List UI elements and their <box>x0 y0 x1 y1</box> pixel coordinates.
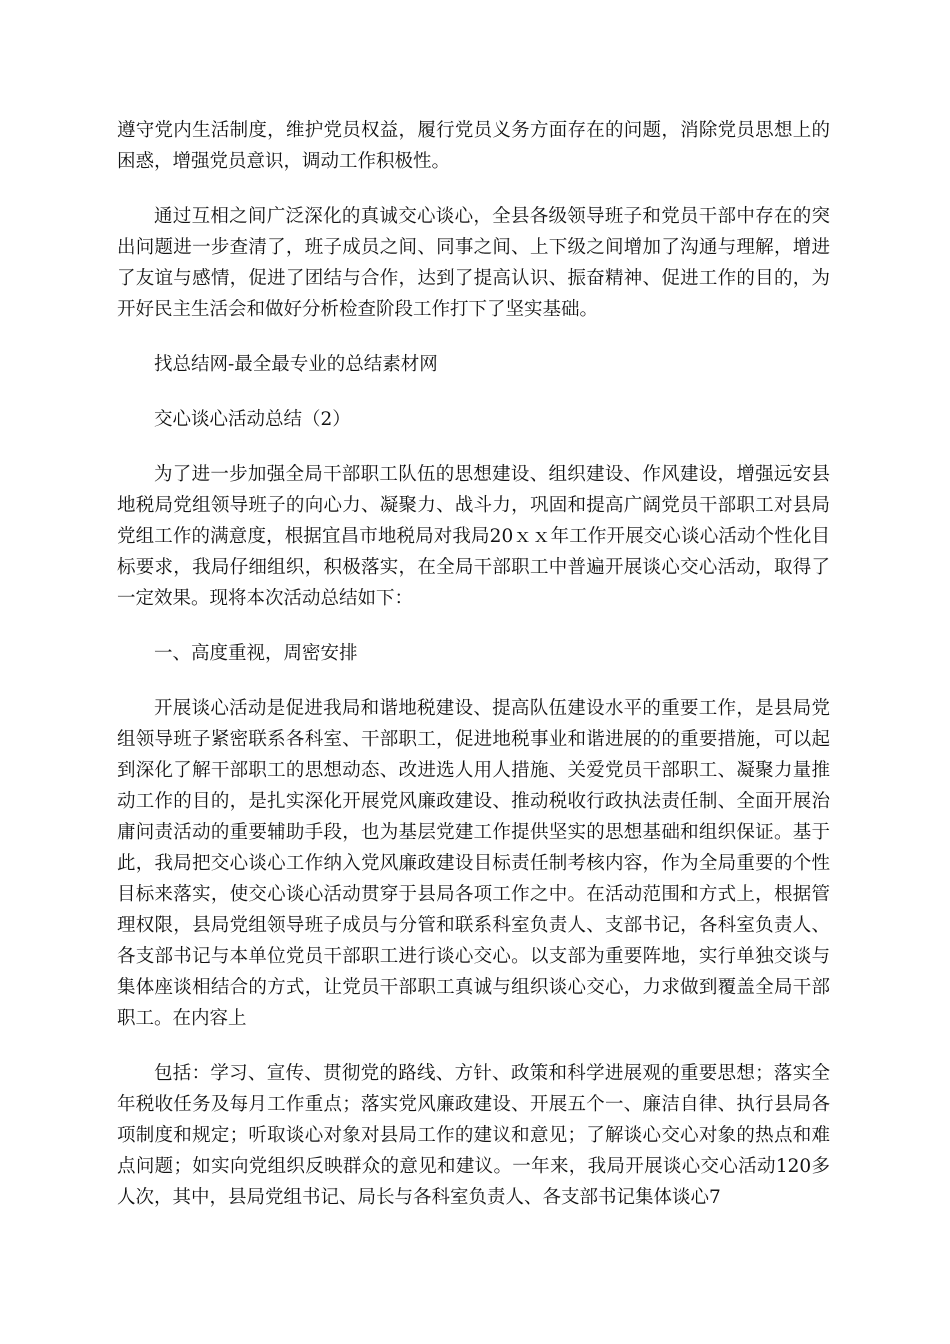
subheading-1: 一、高度重视，周密安排 <box>154 643 358 664</box>
section-title: 交心谈心活动总结（2） <box>154 409 351 430</box>
paragraph-2: 通过互相之间广泛深化的真诚交心谈心，全县各级领导班子和党员干部中存在的突出问题进一步查清了，班子成员之间、同事之间、上下级之间增加了沟通与理解，增进了友谊与感情，促进了团结与合作，达到了提高认识、振奋精神、促进工作的目的，为开好民主生活会和做好分析检查阶段工作打下了坚实基础。 <box>117 206 830 320</box>
paragraph-body-2: 包括：学习、宣传、贯彻党的路线、方针、政策和科学进展观的重要思想；落实全年税收任务及每月工作重点；落实党风廉政建设、开展五个一、廉洁自律、执行县局各项制度和规定；听取谈心对象对县局工作的建议和意见；了解谈心交心对象的热点和难点问题；如实向党组织反映群众的意见和建议。一年来，我局开展谈心交心活动120多人次，其中，县局党组书记、局长与各科室负责人、各支部书记集体谈心7 <box>117 1063 830 1208</box>
paragraph-1: 遵守党内生活制度，维护党员权益，履行党员义务方面存在的问题，消除党员思想上的困惑，增强党员意识，调动工作积极性。 <box>117 120 830 172</box>
paragraph-intro: 为了进一步加强全局干部职工队伍的思想建设、组织建设、作风建设，增强远安县地税局党组领导班子的向心力、凝聚力、战斗力，巩固和提高广阔党员干部职工对县局党组工作的满意度，根据宜昌市地税局对我局20ｘｘ年工作开展交心谈心活动个性化目标要求，我局仔细组织，积极落实，在全局干部职工中普遍开展谈心交心活动，取得了一定效果。现将本次活动总结如下： <box>117 464 830 609</box>
source-note: 找总结网-最全最专业的总结素材网 <box>154 354 438 375</box>
paragraph-body-1: 开展谈心活动是促进我局和谐地税建设、提高队伍建设水平的重要工作，是县局党组领导班子紧密联系各科室、干部职工，促进地税事业和谐进展的的重要措施，可以起到深化了解干部职工的思想动态、改进选人用人措施、关爱党员干部职工、凝聚力量推动工作的目的，是扎实深化开展党风廉政建设、推动税收行政执法责任制、全面开展治庸问责活动的重要辅助手段，也为基层党建工作提供坚实的思想基础和组织保证。基于此，我局把交心谈心工作纳入党风廉政建设目标责任制考核内容，作为全局重要的个性目标来落实，使交心谈心活动贯穿于县局各项工作之中。在活动范围和方式上，根据管理权限，县局党组领导班子成员与分管和联系科室负责人、支部书记，各科室负责人、各支部书记与本单位党员干部职工进行谈心交心。以支部为重要阵地，实行单独交谈与集体座谈相结合的方式，让党员干部职工真诚与组织谈心交心，力求做到覆盖全局干部职工。在内容上 <box>117 698 830 1029</box>
